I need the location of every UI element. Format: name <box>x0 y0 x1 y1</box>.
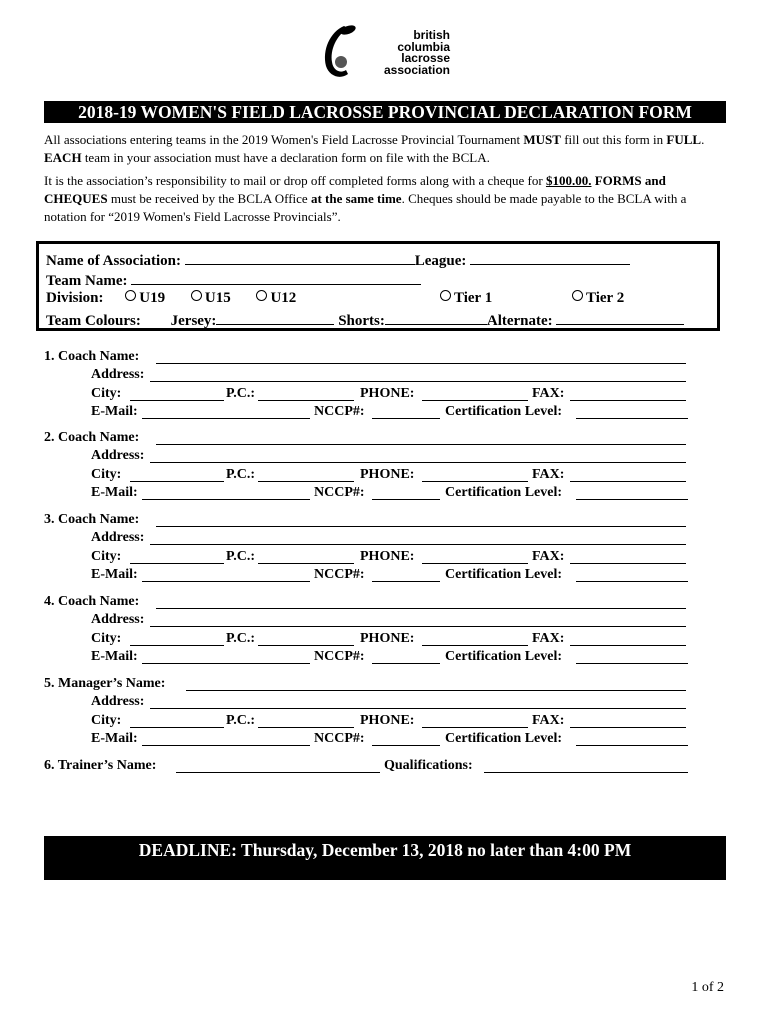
address-field[interactable] <box>150 708 686 709</box>
phone-label: PHONE: <box>360 712 415 728</box>
jersey-field[interactable] <box>216 310 334 325</box>
association-field[interactable] <box>185 250 415 265</box>
city-field[interactable] <box>130 563 224 564</box>
email-label: E-Mail: <box>91 566 138 582</box>
fax-label: FAX: <box>532 548 565 564</box>
tier-2-option[interactable]: Tier 2 <box>572 290 624 307</box>
fax-label: FAX: <box>532 712 565 728</box>
city-field[interactable] <box>130 645 224 646</box>
city-field[interactable] <box>130 400 224 401</box>
fax-field[interactable] <box>570 727 686 728</box>
phone-label: PHONE: <box>360 630 415 646</box>
address-field[interactable] <box>150 626 686 627</box>
name-field[interactable] <box>156 363 686 364</box>
lacrosse-stick-icon <box>318 22 368 82</box>
pc-label: P.C.: <box>226 466 256 482</box>
section-heading: 3. Coach Name: <box>44 512 140 527</box>
fax-field[interactable] <box>570 563 686 564</box>
phone-label: PHONE: <box>360 548 415 564</box>
qualifications-field[interactable] <box>484 772 688 773</box>
email-field[interactable] <box>142 745 310 746</box>
email-label: E-Mail: <box>91 484 138 500</box>
nccp-label: NCCP#: <box>314 403 365 419</box>
phone-field[interactable] <box>422 400 528 401</box>
intro-paragraph-1: All associations entering teams in the 2019 Women's Field Lacrosse Provincial Tournament MUST fill out this form in FULL. EACH team in your association must have a declaration form on file with the BCLA. <box>44 132 705 165</box>
pc-field[interactable] <box>258 400 354 401</box>
email-field[interactable] <box>142 663 310 664</box>
phone-label: PHONE: <box>360 385 415 401</box>
city-field[interactable] <box>130 481 224 482</box>
name-field[interactable] <box>186 690 686 691</box>
radio-icon[interactable] <box>572 290 583 301</box>
logo-line: association <box>383 62 450 77</box>
division-row: Division: U19 U15 U12 <box>46 290 297 306</box>
pc-field[interactable] <box>258 645 354 646</box>
city-label: City: <box>91 548 122 564</box>
pc-field[interactable] <box>258 563 354 564</box>
form-title: 2018-19 WOMEN'S FIELD LACROSSE PROVINCIAL DECLARATION FORM <box>44 101 726 123</box>
city-label: City: <box>91 630 122 646</box>
email-field[interactable] <box>142 499 310 500</box>
pc-label: P.C.: <box>226 712 256 728</box>
pc-label: P.C.: <box>226 548 256 564</box>
city-label: City: <box>91 712 122 728</box>
email-label: E-Mail: <box>91 648 138 664</box>
phone-field[interactable] <box>422 563 528 564</box>
certification-label: Certification Level: <box>445 566 563 582</box>
tier-1-option[interactable]: Tier 1 <box>440 290 492 307</box>
team-info-box <box>36 241 720 331</box>
association-row: Name of Association: League: <box>46 250 630 270</box>
city-label: City: <box>91 385 122 401</box>
pc-label: P.C.: <box>226 630 256 646</box>
fax-label: FAX: <box>532 385 565 401</box>
bcla-logo <box>318 22 458 82</box>
fax-label: FAX: <box>532 630 565 646</box>
nccp-field[interactable] <box>372 745 440 746</box>
phone-label: PHONE: <box>360 466 415 482</box>
phone-field[interactable] <box>422 645 528 646</box>
trainer-name-field[interactable] <box>176 772 380 773</box>
certification-field[interactable] <box>576 663 688 664</box>
certification-label: Certification Level: <box>445 648 563 664</box>
nccp-field[interactable] <box>372 581 440 582</box>
shorts-field[interactable] <box>385 310 487 325</box>
pc-label: P.C.: <box>226 385 256 401</box>
fax-field[interactable] <box>570 481 686 482</box>
section-heading: 5. Manager’s Name: <box>44 676 166 691</box>
logo-line: british <box>413 28 450 42</box>
certification-label: Certification Level: <box>445 403 563 419</box>
certification-field[interactable] <box>576 745 688 746</box>
division-u19-option[interactable]: U19 <box>125 290 165 306</box>
section-heading: 4. Coach Name: <box>44 594 140 609</box>
email-field[interactable] <box>142 581 310 582</box>
address-field[interactable] <box>150 544 686 545</box>
deadline-banner: DEADLINE: Thursday, December 13, 2018 no later than 4:00 PM <box>44 836 726 880</box>
qualifications-label: Qualifications: <box>384 758 473 773</box>
address-field[interactable] <box>150 381 686 382</box>
radio-icon[interactable] <box>125 290 136 301</box>
name-field[interactable] <box>156 526 686 527</box>
certification-field[interactable] <box>576 499 688 500</box>
phone-field[interactable] <box>422 727 528 728</box>
fax-field[interactable] <box>570 400 686 401</box>
email-field[interactable] <box>142 418 310 419</box>
nccp-label: NCCP#: <box>314 484 365 500</box>
address-label: Address: <box>91 448 145 464</box>
fax-label: FAX: <box>532 466 565 482</box>
pc-field[interactable] <box>258 481 354 482</box>
team-colours-row: Team Colours: Jersey: Shorts: Alternate: <box>46 310 684 330</box>
section-heading: 1. Coach Name: <box>44 349 140 364</box>
address-label: Address: <box>91 694 145 710</box>
email-label: E-Mail: <box>91 403 138 419</box>
certification-label: Certification Level: <box>445 484 563 500</box>
page-number: 1 of 2 <box>691 980 724 995</box>
nccp-label: NCCP#: <box>314 566 365 582</box>
trainer-row: 6. Trainer’s Name: <box>44 758 157 773</box>
logo-text <box>368 30 450 76</box>
division-u12-option[interactable]: U12 <box>256 290 296 306</box>
alternate-field[interactable] <box>556 310 684 325</box>
fax-field[interactable] <box>570 645 686 646</box>
division-u15-option[interactable]: U15 <box>191 290 231 306</box>
address-label: Address: <box>91 530 145 546</box>
nccp-field[interactable] <box>372 499 440 500</box>
league-field[interactable] <box>470 250 630 265</box>
intro-paragraph-2: It is the association’s responsibility to mail or drop off completed forms along with a cheque for $100.00. FORMS and CHEQUES must be received by the BCLA Office at the same time. Cheques should be made payable to the BCLA with a notation for “2019 Women's Field Lacrosse Provincials”. <box>44 173 687 224</box>
name-field[interactable] <box>156 444 686 445</box>
logo-line: lacrosse <box>401 51 450 65</box>
nccp-field[interactable] <box>372 663 440 664</box>
phone-field[interactable] <box>422 481 528 482</box>
radio-icon[interactable] <box>191 290 202 301</box>
address-field[interactable] <box>150 462 686 463</box>
team-name-field[interactable] <box>131 270 421 285</box>
nccp-field[interactable] <box>372 418 440 419</box>
certification-field[interactable] <box>576 418 688 419</box>
nccp-label: NCCP#: <box>314 730 365 746</box>
address-label: Address: <box>91 367 145 383</box>
logo-line: columbia <box>397 39 450 54</box>
city-field[interactable] <box>130 727 224 728</box>
email-label: E-Mail: <box>91 730 138 746</box>
certification-label: Certification Level: <box>445 730 563 746</box>
city-label: City: <box>91 466 122 482</box>
radio-icon[interactable] <box>256 290 267 301</box>
section-heading: 2. Coach Name: <box>44 430 140 445</box>
pc-field[interactable] <box>258 727 354 728</box>
team-name-row: Team Name: <box>46 270 421 290</box>
address-label: Address: <box>91 612 145 628</box>
certification-field[interactable] <box>576 581 688 582</box>
radio-icon[interactable] <box>440 290 451 301</box>
name-field[interactable] <box>156 608 686 609</box>
nccp-label: NCCP#: <box>314 648 365 664</box>
